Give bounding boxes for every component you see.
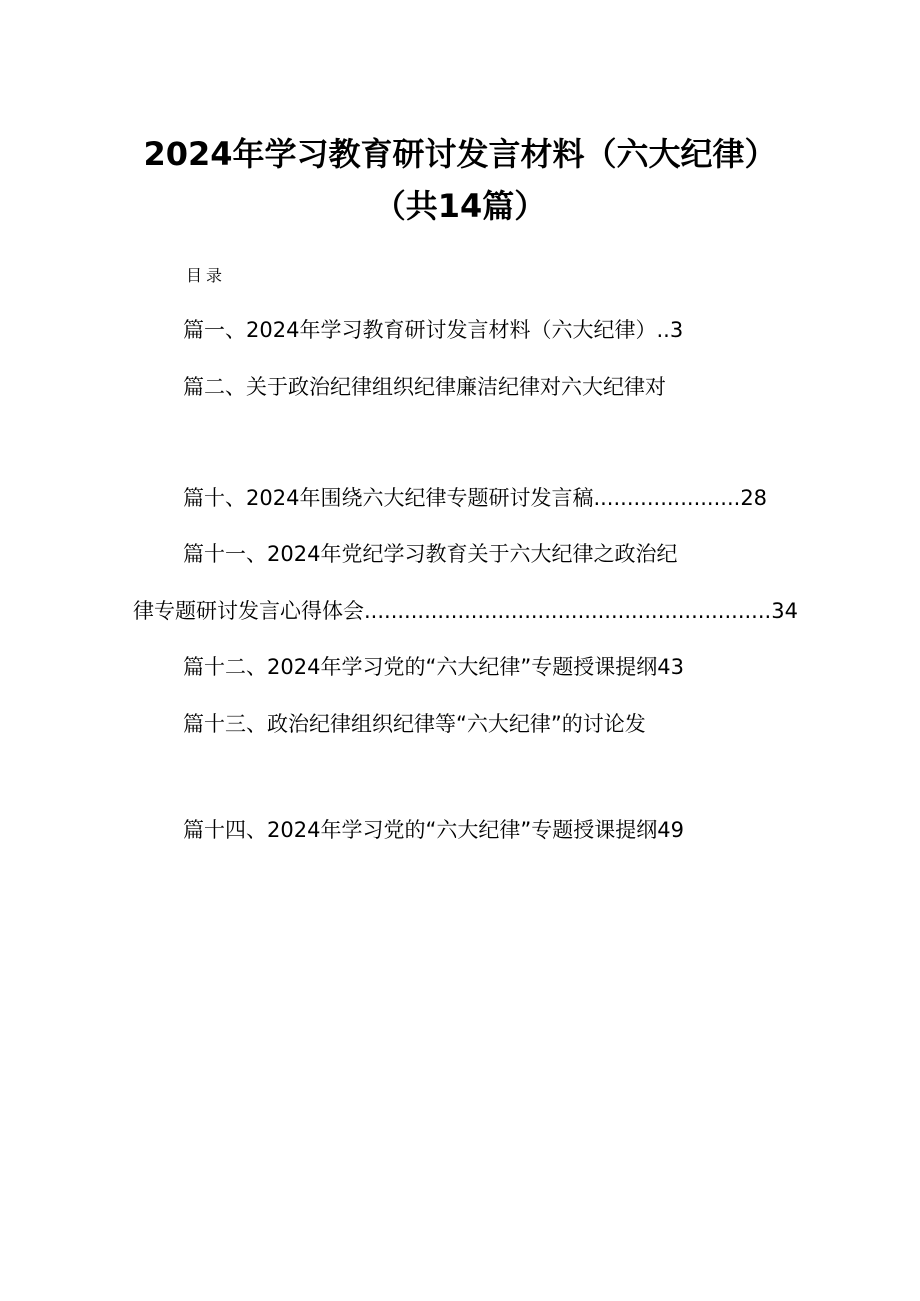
toc-entry-12[interactable]	[183, 653, 684, 681]
toc-entry-page: 28	[740, 486, 768, 510]
document-title-line-1: 2024年学习教育研讨发言材料（六大纪律）	[143, 135, 777, 173]
toc-entry-text: 篇二、关于政治纪律组织纪律廉洁纪律对六大纪律对	[183, 375, 666, 399]
toc-label: 目录	[186, 266, 227, 285]
toc-entry-leader: .............................................................	[364, 599, 772, 623]
toc-entry-text: 篇一、2024年学习教育研讨发言材料（六大纪律）	[183, 318, 657, 342]
toc-entry-1[interactable]	[183, 316, 683, 344]
toc-entry-14[interactable]	[183, 816, 684, 844]
toc-entry-page: 43	[657, 655, 684, 679]
toc-entry-leader: ..	[656, 318, 670, 342]
toc-entry-leader: ......................	[593, 486, 741, 510]
toc-entry-13[interactable]	[183, 710, 646, 738]
toc-entry-page: 3	[669, 318, 684, 342]
toc-entry-11-continuation[interactable]	[133, 597, 798, 625]
toc-entry-text: 篇十四、2024年学习党的“六大纪律”专题授课提纲	[183, 818, 658, 842]
toc-entry-text: 篇十、2024年围绕六大纪律专题研讨发言稿	[183, 486, 594, 510]
toc-entry-11[interactable]	[183, 540, 677, 568]
toc-entry-text: 篇十三、政治纪律组织纪律等“六大纪律”的讨论发	[183, 712, 646, 736]
toc-entry-page: 34	[771, 599, 798, 623]
toc-entry-10[interactable]	[183, 484, 767, 512]
toc-entry-text: 篇十一、2024年党纪学习教育关于六大纪律之政治纪	[183, 542, 678, 566]
toc-entry-page: 49	[657, 818, 684, 842]
document-title-line-2: （共14篇）	[373, 187, 547, 225]
toc-entry-text: 篇十二、2024年学习党的“六大纪律”专题授课提纲	[183, 655, 658, 679]
toc-entry-2[interactable]	[183, 373, 666, 401]
toc-entry-text: 律专题研讨发言心得体会	[133, 599, 364, 623]
